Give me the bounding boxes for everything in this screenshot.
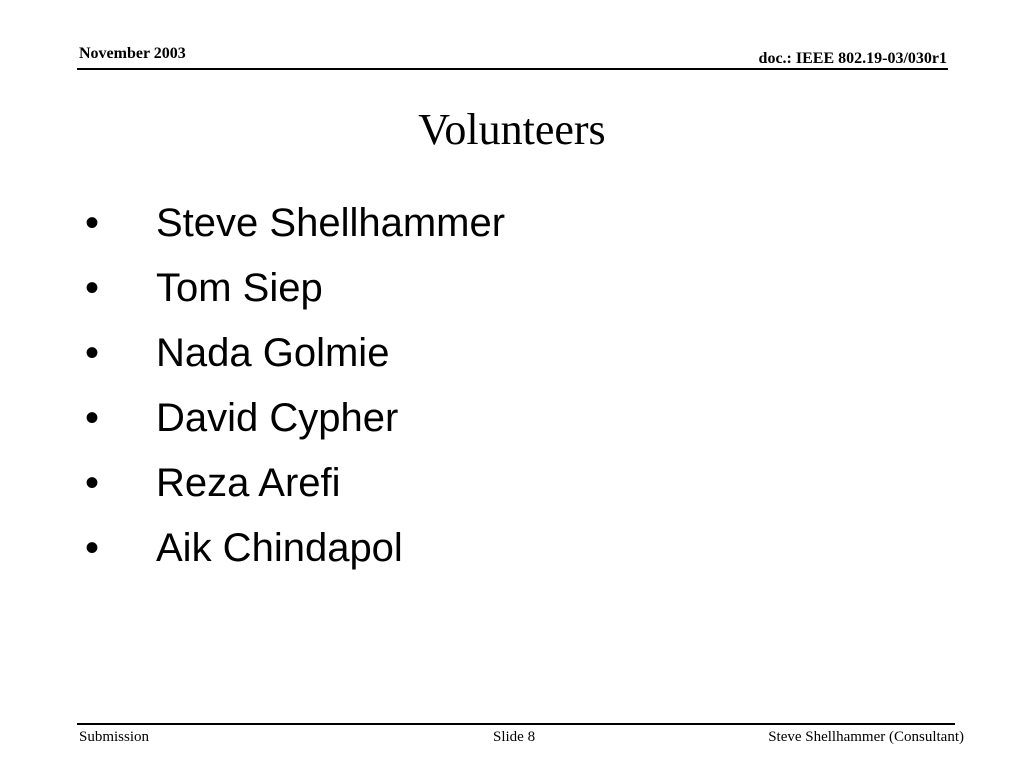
bullet-dot: • (85, 396, 100, 440)
footer-submission: Submission (79, 729, 150, 745)
footer-rule (77, 723, 955, 725)
bullet-text: Tom Siep (156, 266, 323, 310)
header-date: November 2003 (79, 45, 186, 62)
bullet-text: Aik Chindapol (156, 526, 403, 570)
footer-author: Steve Shellhammer (Consultant) (768, 729, 964, 745)
bullet-text: David Cypher (156, 396, 399, 440)
bullet-dot: • (85, 526, 100, 570)
bullet-text: Steve Shellhammer (156, 201, 506, 245)
footer-slide-number: Slide 8 (493, 729, 536, 745)
bullet-dot: • (85, 266, 100, 310)
header-doc-id: doc.: IEEE 802.19-03/030r1 (758, 50, 947, 67)
bullet-text: Nada Golmie (156, 331, 390, 375)
header-rule (77, 68, 948, 70)
bullet-text: Reza Arefi (156, 461, 341, 505)
bullet-dot: • (85, 461, 100, 505)
slide-title: Volunteers (418, 105, 606, 154)
bullet-dot: • (85, 201, 100, 245)
bullet-dot: • (85, 331, 100, 375)
